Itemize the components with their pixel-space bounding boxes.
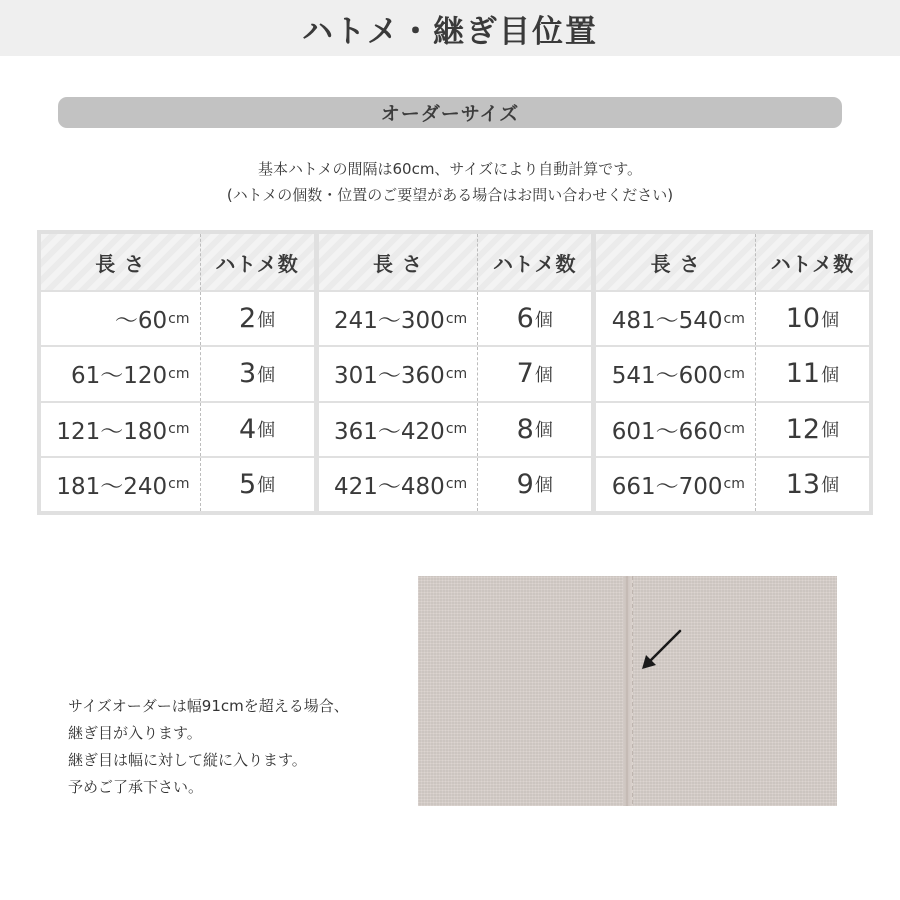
section-header (58, 97, 842, 128)
count-value: 13 (785, 468, 821, 500)
length-value: 61〜120 (70, 363, 168, 390)
fabric-seam-photo (418, 576, 837, 806)
table-block (596, 234, 869, 511)
count-unit: 個 (257, 309, 276, 331)
length-unit: cm (445, 365, 468, 382)
table-row (596, 347, 869, 400)
count-value: 4 (238, 413, 257, 445)
length-value: 601〜660 (611, 418, 723, 445)
count-unit: 個 (821, 420, 840, 442)
count-value: 3 (238, 358, 257, 390)
length-unit: cm (168, 365, 190, 382)
table-row (319, 403, 592, 456)
note-line: (ハトメの個数・位置のご要望がある場合はお問い合わせください) (226, 186, 674, 204)
length-value: 301〜360 (334, 363, 445, 390)
length-unit: cm (445, 310, 468, 327)
count-unit: 個 (821, 475, 840, 497)
count-header: ハトメ数 (215, 251, 299, 276)
description-line: 継ぎ目が入ります。 (68, 724, 202, 742)
count-header: ハトメ数 (493, 251, 577, 276)
length-unit: cm (723, 421, 745, 438)
count-value: 7 (516, 358, 534, 390)
count-value: 6 (516, 303, 534, 335)
length-value: 〜60 (114, 308, 168, 335)
length-value: 481〜540 (611, 308, 723, 335)
count-unit: 個 (257, 420, 276, 442)
length-header: 長 さ (650, 251, 701, 276)
description-line: 継ぎ目は幅に対して縦に入ります。 (68, 751, 307, 769)
count-unit: 個 (821, 309, 840, 331)
table-block (319, 234, 592, 511)
title-bar (0, 0, 900, 56)
grommet-table (37, 230, 873, 515)
arrow-down-left-icon (418, 576, 837, 806)
length-value: 241〜300 (334, 308, 445, 335)
count-unit: 個 (257, 475, 276, 497)
count-unit: 個 (534, 309, 553, 331)
count-unit: 個 (257, 364, 276, 386)
table-row (41, 403, 314, 456)
table-block (41, 234, 314, 511)
length-unit: cm (445, 476, 468, 493)
table-row (41, 292, 314, 345)
table-row (596, 292, 869, 345)
length-unit: cm (168, 476, 190, 493)
count-unit: 個 (534, 475, 553, 497)
count-value: 11 (785, 358, 821, 390)
length-unit: cm (168, 310, 190, 327)
length-unit: cm (168, 421, 190, 438)
count-unit: 個 (821, 364, 840, 386)
count-value: 5 (238, 468, 257, 500)
count-value: 2 (238, 303, 257, 335)
description-line: サイズオーダーは幅91cmを超える場合、 (68, 697, 349, 715)
length-unit: cm (445, 421, 468, 438)
table-row (596, 458, 869, 511)
table-row (596, 403, 869, 456)
count-unit: 個 (534, 364, 553, 386)
length-value: 361〜420 (334, 418, 445, 445)
length-unit: cm (723, 476, 745, 493)
length-value: 541〜600 (611, 363, 723, 390)
length-unit: cm (723, 310, 745, 327)
count-value: 10 (785, 303, 821, 335)
table-row (41, 347, 314, 400)
count-value: 12 (785, 413, 821, 445)
length-value: 421〜480 (334, 473, 445, 500)
count-value: 8 (516, 413, 534, 445)
table-header (596, 234, 869, 290)
count-unit: 個 (534, 420, 553, 442)
page-title: ハトメ・継ぎ目位置 (301, 13, 599, 50)
table-row (319, 292, 592, 345)
length-value: 181〜240 (56, 473, 168, 500)
length-unit: cm (723, 365, 745, 382)
description-line: 予めご了承下さい。 (68, 778, 204, 796)
seam-description (68, 693, 349, 801)
length-value: 661〜700 (611, 473, 723, 500)
note-line: 基本ハトメの間隔は60cm、サイズにより自動計算です。 (257, 160, 643, 178)
table-header (41, 234, 314, 290)
length-value: 121〜180 (56, 418, 168, 445)
table-row (41, 458, 314, 511)
table-header (319, 234, 592, 290)
length-header: 長 さ (372, 251, 423, 276)
section-label: オーダーサイズ (380, 103, 520, 125)
count-value: 9 (516, 468, 534, 500)
length-header: 長 さ (95, 251, 146, 276)
table-row (319, 458, 592, 511)
count-header: ハトメ数 (770, 251, 855, 276)
table-row (319, 347, 592, 400)
